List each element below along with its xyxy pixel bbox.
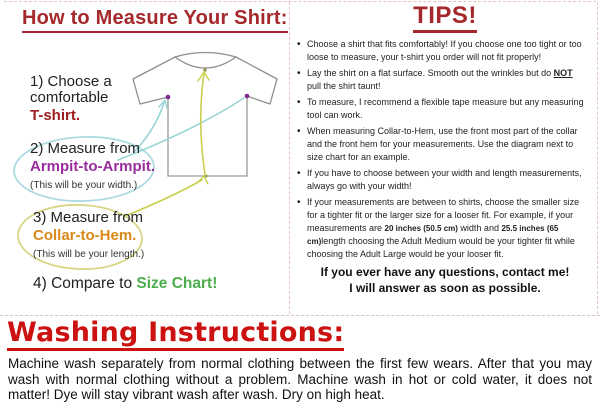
step-2-highlight: Armpit-to-Armpit. (30, 158, 155, 175)
washing-instructions-heading: Washing Instructions: (7, 317, 344, 351)
tip-bullet-1: • Choose a shirt that fits comfortably! If you choose one too tight or too loose to measure, your t-shirt you order will not fit properly! (295, 38, 589, 64)
step-3 (33, 210, 165, 263)
step-4-label: 4) Compare to (33, 275, 137, 292)
contact-note (291, 265, 599, 296)
tip-bullet-4: • When measuring Collar-to-Hem, use the front most part of the collar and the front hem for your measurements. Use the diagram next to size chart for an example. (295, 125, 589, 164)
step-2-note: (This will be your width.) (30, 180, 138, 191)
tips-heading-wrap (291, 2, 599, 33)
tip-bullet-6: • If your measurements are between to shirts, choose the smaller size for a tighter fit or the larger size for a looser fit. For example, if your measurements are 20 inches (50.5 cm) width and 25.5 inches (65 cm)length choosing the Adult Medium would be your tighter fit while choosing the Adult Large would be your looser fit. (295, 196, 589, 261)
right-armpit-marker-dot (245, 94, 250, 99)
step-3-label: 3) Measure from (33, 209, 144, 226)
step-1-highlight: T-shirt. (30, 107, 81, 124)
step-2-label: 2) Measure from (30, 140, 141, 157)
how-to-measure-section (0, 0, 290, 315)
step-4 (33, 276, 273, 292)
washing-instructions-section (0, 316, 600, 418)
contact-note-line2: I will answer as soon as possible. (349, 280, 541, 295)
tip-bullet-2: • Lay the shirt on a flat surface. Smooth out the wrinkles but do NOT pull the shirt taunt! (295, 67, 589, 93)
step-3-note: (This will be your length.) (33, 249, 145, 260)
left-armpit-marker-dot (166, 95, 171, 100)
step-1-label: 1) Choose a comfortable (30, 73, 112, 106)
tip-bullet-3: • To measure, I recommend a flexible tape measure but any measuring tool can work. (295, 96, 589, 122)
tips-section (291, 0, 599, 315)
tips-heading: TIPS! (413, 2, 477, 33)
tip-bullet-5: • If you have to choose between your width and length measurements, always go with your width! (295, 167, 589, 193)
how-to-measure-heading: How to Measure Your Shirt: (22, 7, 288, 33)
washing-instructions-body: Machine wash separately from normal clothing between the first few wears. After that you may wash with normal clothing without a problem. Machine wash in hot or cold water, it does not matter! Dye will stay vibrant wash after wash. Dry on high heat. (8, 356, 592, 402)
step-4-highlight: Size Chart! (136, 275, 218, 292)
step-2 (30, 141, 162, 194)
step-1 (30, 74, 130, 124)
step-3-highlight: Collar-to-Hem. (33, 227, 137, 244)
tips-list (295, 38, 589, 261)
contact-note-line1: If you ever have any questions, contact me! (320, 265, 570, 279)
